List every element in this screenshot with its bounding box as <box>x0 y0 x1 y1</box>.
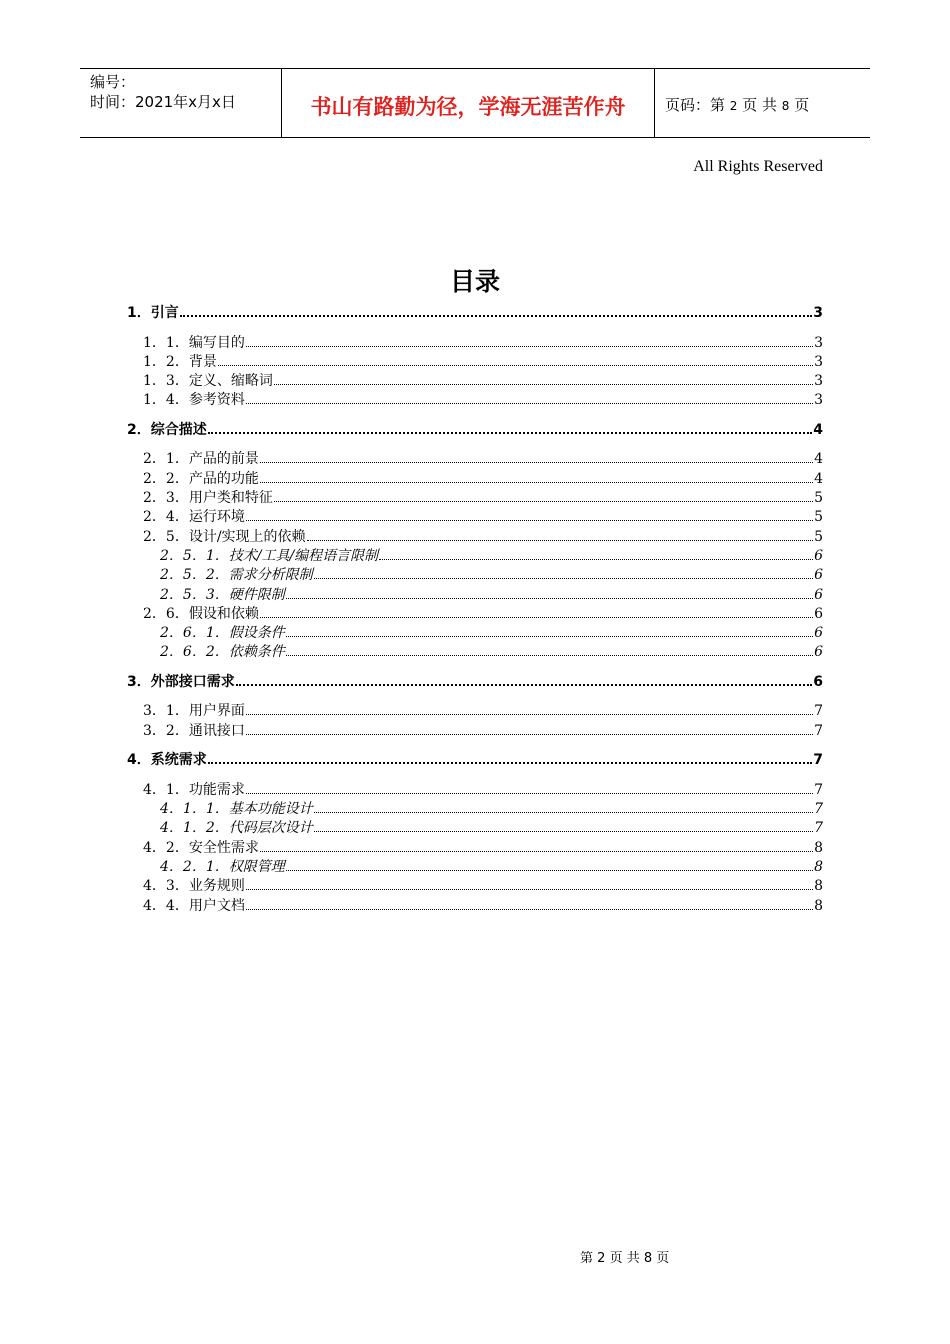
toc-entry[interactable] <box>160 800 823 818</box>
toc-entry-number: 4．4． <box>143 897 189 914</box>
toc-entry-page: 6 <box>814 644 823 661</box>
toc-entry-label: 用户类和特征 <box>188 490 273 506</box>
toc-entry-number: 2．5．3． <box>160 586 229 603</box>
toc-entry-page: 5 <box>814 490 823 506</box>
toc-entry[interactable] <box>143 702 823 720</box>
toc-leader-dots <box>286 869 813 871</box>
toc-leader-dots <box>260 481 813 483</box>
page-footer <box>580 1247 669 1266</box>
page-mid: 页 共 <box>742 96 777 114</box>
toc-entry-page: 7 <box>814 781 823 798</box>
toc-leader-dots <box>208 761 813 764</box>
toc-entry-label: 需求分析限制 <box>228 567 313 584</box>
page-header <box>80 68 870 138</box>
toc-entry-page: 7 <box>814 703 823 720</box>
toc-entry-number: 2．6．1． <box>160 625 229 642</box>
page-current: 2 <box>729 99 738 113</box>
toc-entry-number: 2．4． <box>143 509 189 526</box>
toc-leader-dots <box>208 431 813 434</box>
toc-entry-label: 用户文档 <box>188 897 245 914</box>
toc-entry-page: 8 <box>814 878 823 895</box>
toc-entry[interactable] <box>143 528 823 546</box>
toc-entry-label: 依赖条件 <box>228 644 285 661</box>
header-info-cell <box>80 69 282 137</box>
toc-entry[interactable] <box>143 508 823 526</box>
toc-entry-page: 6 <box>814 586 823 603</box>
toc-entry-number: 2．1． <box>143 451 189 468</box>
toc-leader-dots <box>246 908 813 910</box>
toc-entry-label: 业务规则 <box>188 878 245 895</box>
toc-title: 目录 <box>449 267 500 296</box>
toc-entry[interactable] <box>143 605 823 623</box>
toc-leader-dots <box>246 402 813 404</box>
toc-entry-page: 6 <box>814 625 823 642</box>
toc-entry-number: 4． <box>127 752 151 769</box>
toc-entry[interactable] <box>160 566 823 584</box>
toc-entry-label: 引言 <box>150 305 179 321</box>
toc-entry-number: 1． <box>127 305 151 321</box>
toc-entry-page: 8 <box>814 897 823 914</box>
toc-leader-dots <box>246 713 813 715</box>
header-page-number <box>665 94 809 115</box>
toc-entry-label: 代码层次设计 <box>228 820 313 837</box>
toc-leader-dots <box>260 850 813 852</box>
toc-leader-dots <box>236 683 813 686</box>
toc-entry-label: 假设和依赖 <box>188 605 259 622</box>
toc-entry-label: 假设条件 <box>228 625 285 642</box>
toc-entry[interactable] <box>160 586 823 604</box>
toc-leader-dots <box>286 654 813 656</box>
toc-entry-label: 背景 <box>188 353 217 370</box>
toc-entry-page: 4 <box>814 470 823 487</box>
toc-entry[interactable] <box>143 877 823 895</box>
toc-entry-page: 6 <box>814 547 823 564</box>
toc-leader-dots <box>180 314 813 317</box>
toc-entry-page: 3 <box>813 305 823 321</box>
page-prefix: 页码：第 <box>665 96 726 114</box>
footer-total: 8 <box>643 1251 653 1266</box>
toc-entry-page: 8 <box>814 858 823 875</box>
toc-entry-page: 3 <box>814 353 823 370</box>
toc-entry-label: 功能需求 <box>188 781 245 798</box>
toc-entry[interactable] <box>127 673 823 691</box>
toc-entry-label: 综合描述 <box>150 421 207 438</box>
toc-leader-dots <box>246 888 813 890</box>
toc-leader-dots <box>218 364 813 366</box>
toc-entry-number: 4．1．1． <box>160 801 229 817</box>
toc-leader-dots <box>314 811 813 813</box>
toc-entry[interactable] <box>143 450 823 468</box>
toc-entry-page: 3 <box>814 373 823 390</box>
toc-entry[interactable] <box>160 858 823 876</box>
toc-entry-number: 2．5．1． <box>160 547 229 564</box>
toc-entry-number: 1．1． <box>143 334 189 351</box>
toc-entry-label: 硬件限制 <box>228 586 285 603</box>
toc-entry-page: 5 <box>814 509 823 526</box>
page-total: 8 <box>781 99 790 113</box>
toc-leader-dots <box>260 616 813 618</box>
toc-entry-label: 运行环境 <box>188 509 245 526</box>
toc-entry-number: 2．3． <box>143 490 189 506</box>
toc-entry-page: 7 <box>814 820 823 837</box>
toc-entry-page: 7 <box>813 752 823 769</box>
toc-entry-label: 通讯接口 <box>188 722 245 739</box>
toc-entry[interactable] <box>143 391 823 409</box>
toc-entry-number: 2．2． <box>143 470 189 487</box>
toc-entry-number: 2．6．2． <box>160 644 229 661</box>
toc-leader-dots <box>286 597 813 599</box>
toc-leader-dots <box>246 345 813 347</box>
header-page-cell <box>655 69 870 137</box>
toc-entry-page: 3 <box>814 334 823 351</box>
toc-entry[interactable] <box>143 489 823 507</box>
toc-leader-dots <box>314 830 813 832</box>
toc-entry[interactable] <box>127 421 823 439</box>
toc-entry-label: 参考资料 <box>188 392 245 409</box>
header-motto: 书山有路勤为径，学海无涯苦作舟 <box>310 95 626 119</box>
toc-entry-number: 3． <box>127 673 151 690</box>
toc-entry-label: 产品的功能 <box>188 470 259 487</box>
toc-entry[interactable] <box>143 897 823 915</box>
toc-entry[interactable] <box>127 304 823 322</box>
footer-suffix: 页 <box>656 1251 670 1266</box>
toc-entry-number: 4．3． <box>143 878 189 895</box>
toc-entry-page: 5 <box>814 528 823 545</box>
toc-leader-dots <box>307 539 814 541</box>
toc-entry-label: 系统需求 <box>150 752 207 769</box>
toc-entry-page: 4 <box>813 421 823 438</box>
toc-leader-dots <box>314 577 813 579</box>
toc-entry-number: 1．4． <box>143 392 189 409</box>
toc-entry-number: 3．2． <box>143 722 189 739</box>
toc-entry[interactable] <box>160 624 823 642</box>
toc-entry[interactable] <box>143 839 823 857</box>
toc-entry[interactable] <box>143 781 823 799</box>
toc-entry[interactable] <box>143 334 823 352</box>
toc-entry-label: 产品的前景 <box>188 451 259 468</box>
toc-entry-page: 6 <box>813 673 823 690</box>
toc-entry-page: 7 <box>814 722 823 739</box>
footer-prefix: 第 <box>580 1251 594 1266</box>
toc-entry-number: 1．3． <box>143 373 189 390</box>
toc-entry-page: 3 <box>814 392 823 409</box>
toc-leader-dots <box>246 519 813 521</box>
page-suffix: 页 <box>794 96 810 114</box>
toc-entry-number: 4．2．1． <box>160 858 229 875</box>
toc-entry-label: 技术/工具/编程语言限制 <box>228 547 379 564</box>
toc-entry[interactable] <box>143 353 823 371</box>
toc-entry-page: 4 <box>814 451 823 468</box>
toc-entry-label: 编写目的 <box>188 334 245 351</box>
rights-notice: All Rights Reserved <box>693 158 823 175</box>
toc-entry-page: 6 <box>814 605 823 622</box>
toc-entry-label: 设计/实现上的依赖 <box>188 528 306 545</box>
toc-entry[interactable] <box>143 722 823 740</box>
toc-entry-label: 定义、缩略词 <box>188 373 273 390</box>
toc-leader-dots <box>246 733 813 735</box>
toc-entry-number: 2．5． <box>143 528 189 545</box>
serial-number-label: 编号： <box>90 73 136 91</box>
toc-entry-label: 基本功能设计 <box>228 801 313 817</box>
toc-entry[interactable] <box>160 547 823 565</box>
toc-entry-page: 6 <box>814 567 823 584</box>
toc-entry-number: 3．1． <box>143 703 189 720</box>
toc-entry[interactable] <box>143 470 823 488</box>
toc-leader-dots <box>260 461 813 463</box>
toc-entry-number: 2．5．2． <box>160 567 229 584</box>
toc-leader-dots <box>274 383 813 385</box>
toc-leader-dots <box>379 558 813 560</box>
footer-mid: 页 共 <box>609 1251 640 1266</box>
toc-entry[interactable] <box>160 819 823 837</box>
toc-leader-dots <box>286 635 813 637</box>
toc-entry-number: 2． <box>127 421 151 438</box>
toc-leader-dots <box>246 792 813 794</box>
toc-entry-number: 4．1． <box>143 781 189 798</box>
toc-leader-dots <box>274 500 813 502</box>
toc-entry[interactable] <box>160 643 823 661</box>
toc-entry[interactable] <box>127 751 823 769</box>
footer-current: 2 <box>597 1251 606 1266</box>
toc-entry[interactable] <box>143 372 823 390</box>
date-label: 时间：2021年x月x日 <box>90 93 236 111</box>
toc-entry-number: 4．1．2． <box>160 820 229 837</box>
toc-entry-label: 用户界面 <box>188 703 245 720</box>
toc-entry-label: 安全性需求 <box>188 839 259 856</box>
toc-entry-number: 2．6． <box>143 605 189 622</box>
toc-entry-label: 外部接口需求 <box>150 673 235 690</box>
toc-entry-number: 1．2． <box>143 353 189 370</box>
header-motto-cell <box>282 69 655 137</box>
toc-entry-label: 权限管理 <box>228 858 285 875</box>
toc-entry-page: 7 <box>814 801 823 817</box>
toc-entry-number: 4．2． <box>143 839 189 856</box>
toc-entry-page: 8 <box>814 839 823 856</box>
